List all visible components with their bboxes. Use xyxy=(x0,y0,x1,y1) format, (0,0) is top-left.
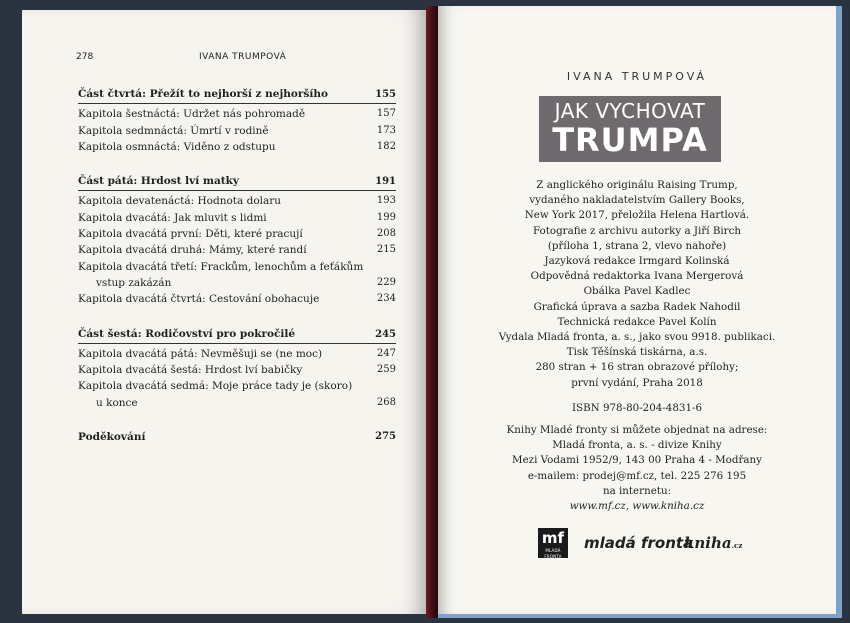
toc-chapter-title: Kapitola šestnáctá: Udržet nás pohromadě xyxy=(78,108,306,121)
order-line: Mezi Vodami 1952/9, 143 00 Praha 4 - Modřany xyxy=(512,454,762,467)
toc-part-page: 191 xyxy=(375,176,396,188)
toc-chapter-title: Kapitola dvacátá sedmá: Moje práce tady je (skoro) xyxy=(78,380,353,393)
toc-chapter xyxy=(78,226,396,242)
toc-part-title: Část čtvrtá: Přežít to nejhorší z nejhoršího xyxy=(78,88,328,100)
imprint-line: Obálka Pavel Kadlec xyxy=(583,285,691,298)
order-websites: www.mf.cz, www.kniha.cz xyxy=(569,500,705,513)
toc-chapter-title: Kapitola dvacátá pátá: Nevměšuji se (ne moc) xyxy=(78,347,323,360)
toc-part-title: Část šestá: Rodičovství pro pokročilé xyxy=(78,327,296,340)
toc-chapter-page: 229 xyxy=(376,276,396,288)
toc-acknowledgements-title: Poděkování xyxy=(78,431,146,444)
running-head-author: IVANA TRUMPOVÁ xyxy=(199,52,287,62)
toc-chapter xyxy=(78,242,396,258)
table-of-contents xyxy=(78,86,396,445)
mlada-fronta-logo: mladá fronta xyxy=(584,534,694,552)
toc-chapter-title: Kapitola dvacátá první: Děti, které pracují xyxy=(78,228,303,241)
toc-part-6 xyxy=(78,326,396,411)
imprint-line: 280 stran + 16 stran obrazové přílohy; xyxy=(535,361,739,374)
toc-chapter-page: 157 xyxy=(376,108,396,120)
author-name: IVANA TRUMPOVÁ xyxy=(566,70,708,83)
toc-part-heading xyxy=(78,86,396,104)
order-info-block xyxy=(438,423,836,514)
toc-chapter xyxy=(78,123,396,139)
toc-part-4 xyxy=(78,86,396,155)
imprint-line: Tisk Těšínská tiskárna, a.s. xyxy=(566,346,708,359)
imprint-line: Fotografie z archivu autorky a Jiří Birch xyxy=(532,224,742,237)
toc-chapter-page: 234 xyxy=(376,293,396,305)
toc-chapter xyxy=(78,346,396,362)
imprint-line: New York 2017, přeložila Helena Hartlová. xyxy=(524,209,750,222)
toc-chapter-page: 173 xyxy=(376,124,396,136)
publisher-logos xyxy=(538,528,748,558)
toc-chapter-page: 247 xyxy=(376,347,396,359)
toc-chapter-page: 193 xyxy=(376,195,396,207)
right-page xyxy=(438,6,842,618)
toc-chapter-page: 199 xyxy=(376,211,396,223)
imprint-line: Odpovědná redaktorka Ivana Mergerová xyxy=(530,270,744,283)
toc-part-heading xyxy=(78,326,396,344)
book-title-block xyxy=(539,96,721,162)
toc-chapter-page: 259 xyxy=(376,364,396,376)
toc-chapter-page: 182 xyxy=(376,140,396,152)
toc-chapter xyxy=(78,193,396,209)
imprint-line: první vydání, Praha 2018 xyxy=(571,376,703,389)
toc-chapter-title: Kapitola dvacátá druhá: Mámy, které randí xyxy=(78,244,307,257)
toc-chapter-title-continued: u konce xyxy=(96,396,138,409)
order-line: e-mailem: prodej@mf.cz, tel. 225 276 195 xyxy=(527,469,747,482)
book-spine-gutter xyxy=(426,6,438,618)
toc-chapter xyxy=(78,291,396,307)
imprint-block xyxy=(438,178,836,416)
toc-chapter xyxy=(78,259,396,292)
toc-chapter-title: Kapitola dvacátá třetí: Frackům, lenochům a feťákům xyxy=(78,260,364,273)
toc-chapter-page: 208 xyxy=(376,228,396,240)
toc-chapter xyxy=(78,210,396,226)
toc-chapter-title-continued: vstup zakázán xyxy=(96,276,172,289)
toc-acknowledgements xyxy=(78,429,396,445)
kniha-logo-word: kniha xyxy=(684,534,732,552)
toc-chapter xyxy=(78,362,396,378)
imprint-line: Grafická úprava a sazba Radek Nahodil xyxy=(533,300,741,313)
toc-chapter-page: 268 xyxy=(376,396,396,408)
toc-part-5 xyxy=(78,173,396,307)
toc-part-heading xyxy=(78,173,396,191)
toc-acknowledgements-page: 275 xyxy=(375,431,396,443)
toc-part-page: 155 xyxy=(375,89,396,100)
imprint-line: Z anglického originálu Raising Trump, xyxy=(536,179,738,191)
toc-chapter-title: Kapitola sedmnáctá: Úmrtí v rodině xyxy=(78,124,269,137)
toc-chapter-title: Kapitola devatenáctá: Hodnota dolaru xyxy=(78,195,282,208)
toc-chapter-title: Kapitola dvacátá: Jak mluvit s lidmi xyxy=(78,211,267,224)
imprint-line: Vydala Mladá fronta, a. s., jako svou 9918. publikaci. xyxy=(498,331,776,344)
toc-chapter-page: 215 xyxy=(376,244,396,256)
imprint-line: Technická redakce Pavel Kolín xyxy=(557,315,717,328)
imprint-line: Jazyková redakce Irmgard Kolinská xyxy=(544,255,730,268)
kniha-logo xyxy=(684,534,742,552)
left-page xyxy=(22,10,426,614)
order-line: na internetu: xyxy=(602,484,672,497)
toc-chapter xyxy=(78,106,396,122)
toc-chapter xyxy=(78,378,396,411)
toc-chapter-title: Kapitola dvacátá čtvrtá: Cestování obohacuje xyxy=(78,293,320,306)
page-number: 278 xyxy=(76,52,94,62)
kniha-logo-suffix: .cz xyxy=(731,541,743,550)
toc-part-title: Část pátá: Hrdost lví matky xyxy=(78,175,239,188)
book-title-line-2: TRUMPA xyxy=(552,121,708,159)
imprint-line: vydaného nakladatelstvím Gallery Books, xyxy=(529,194,745,207)
isbn: ISBN 978-80-204-4831-6 xyxy=(571,401,703,414)
toc-chapter xyxy=(78,139,396,155)
mf-logo-mark: mf xyxy=(541,529,565,547)
imprint-line: (příloha 1, strana 2, vlevo nahoře) xyxy=(547,239,727,252)
toc-chapter-title: Kapitola dvacátá šestá: Hrdost lví babičky xyxy=(78,364,303,377)
toc-part-page: 245 xyxy=(375,328,396,340)
mf-logo-icon xyxy=(538,528,568,558)
toc-chapter-title: Kapitola osmnáctá: Viděno z odstupu xyxy=(78,140,276,153)
mf-logo-caption: MLADÁ FRONTA xyxy=(544,548,562,559)
order-line: Mladá fronta, a. s. - divize Knihy xyxy=(552,439,722,452)
book-title-line-1: JAK VYCHOVAT xyxy=(554,99,706,123)
order-line: Knihy Mladé fronty si můžete objednat na adrese: xyxy=(506,424,768,436)
